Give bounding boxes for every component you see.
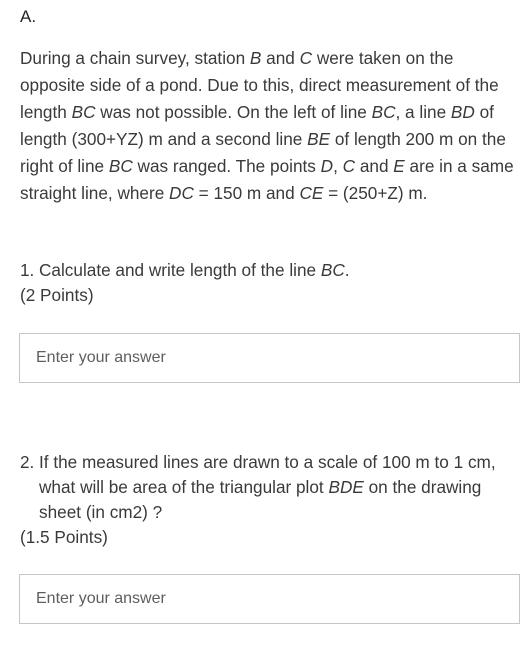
question-1-text: [39, 258, 515, 283]
description-text: of length (300+YZ) m and a second line: [20, 102, 494, 149]
question-text: Calculate and write length of the line: [39, 260, 321, 280]
question-2-text: [39, 450, 515, 525]
description-text: are in a same straight line, where: [20, 156, 514, 203]
description-text: was not possible. On the left of line: [95, 102, 372, 122]
description-var: BC: [108, 156, 133, 176]
question-1: [20, 258, 515, 308]
description-var: BC: [71, 102, 96, 122]
description-var: DC: [169, 183, 194, 203]
question-text: .: [344, 260, 350, 280]
description-var: BC: [371, 102, 396, 122]
description-var: BD: [450, 102, 475, 122]
question-2-points: (1.5 Points): [20, 527, 108, 547]
question-description: [20, 45, 520, 207]
description-var: E: [393, 156, 405, 176]
description-var: B: [249, 48, 262, 68]
question-2-number: 2.: [20, 452, 35, 472]
description-text: = 150 m and: [193, 183, 300, 203]
description-var: CE: [299, 183, 324, 203]
description-var: C: [299, 48, 313, 68]
question-text: If the measured lines are drawn to a scale of 100 m to 1 cm, what will be area of the triangular plot: [39, 452, 496, 497]
description-var: D: [320, 156, 334, 176]
answer-box-1[interactable]: [19, 333, 520, 383]
description-text: , a line: [395, 102, 451, 122]
description-text: and: [355, 156, 394, 176]
answer-input-2[interactable]: [36, 590, 503, 608]
answer-box-2[interactable]: [19, 574, 520, 624]
section-heading: A.: [20, 7, 37, 26]
description-text: was ranged. The points: [132, 156, 321, 176]
description-var: C: [342, 156, 356, 176]
question-text: on the drawing sheet (in cm2) ?: [39, 477, 482, 522]
description-text: were taken on the opposite side of a pond. Due to this, direct measurement of the length: [20, 48, 499, 122]
description-text: = (250+Z) m.: [323, 183, 428, 203]
description-text: During a chain survey, station: [20, 48, 250, 68]
question-var: BC: [320, 260, 345, 280]
answer-input-1[interactable]: [36, 349, 503, 367]
description-var: BE: [307, 129, 331, 149]
question-var: BDE: [328, 477, 364, 497]
question-2: [20, 450, 515, 550]
description-text: of length 200 m on the right of line: [20, 129, 506, 176]
question-1-points: (2 Points): [20, 285, 94, 305]
question-1-number: 1.: [20, 260, 35, 280]
description-text: and: [261, 48, 300, 68]
description-text: ,: [333, 156, 343, 176]
